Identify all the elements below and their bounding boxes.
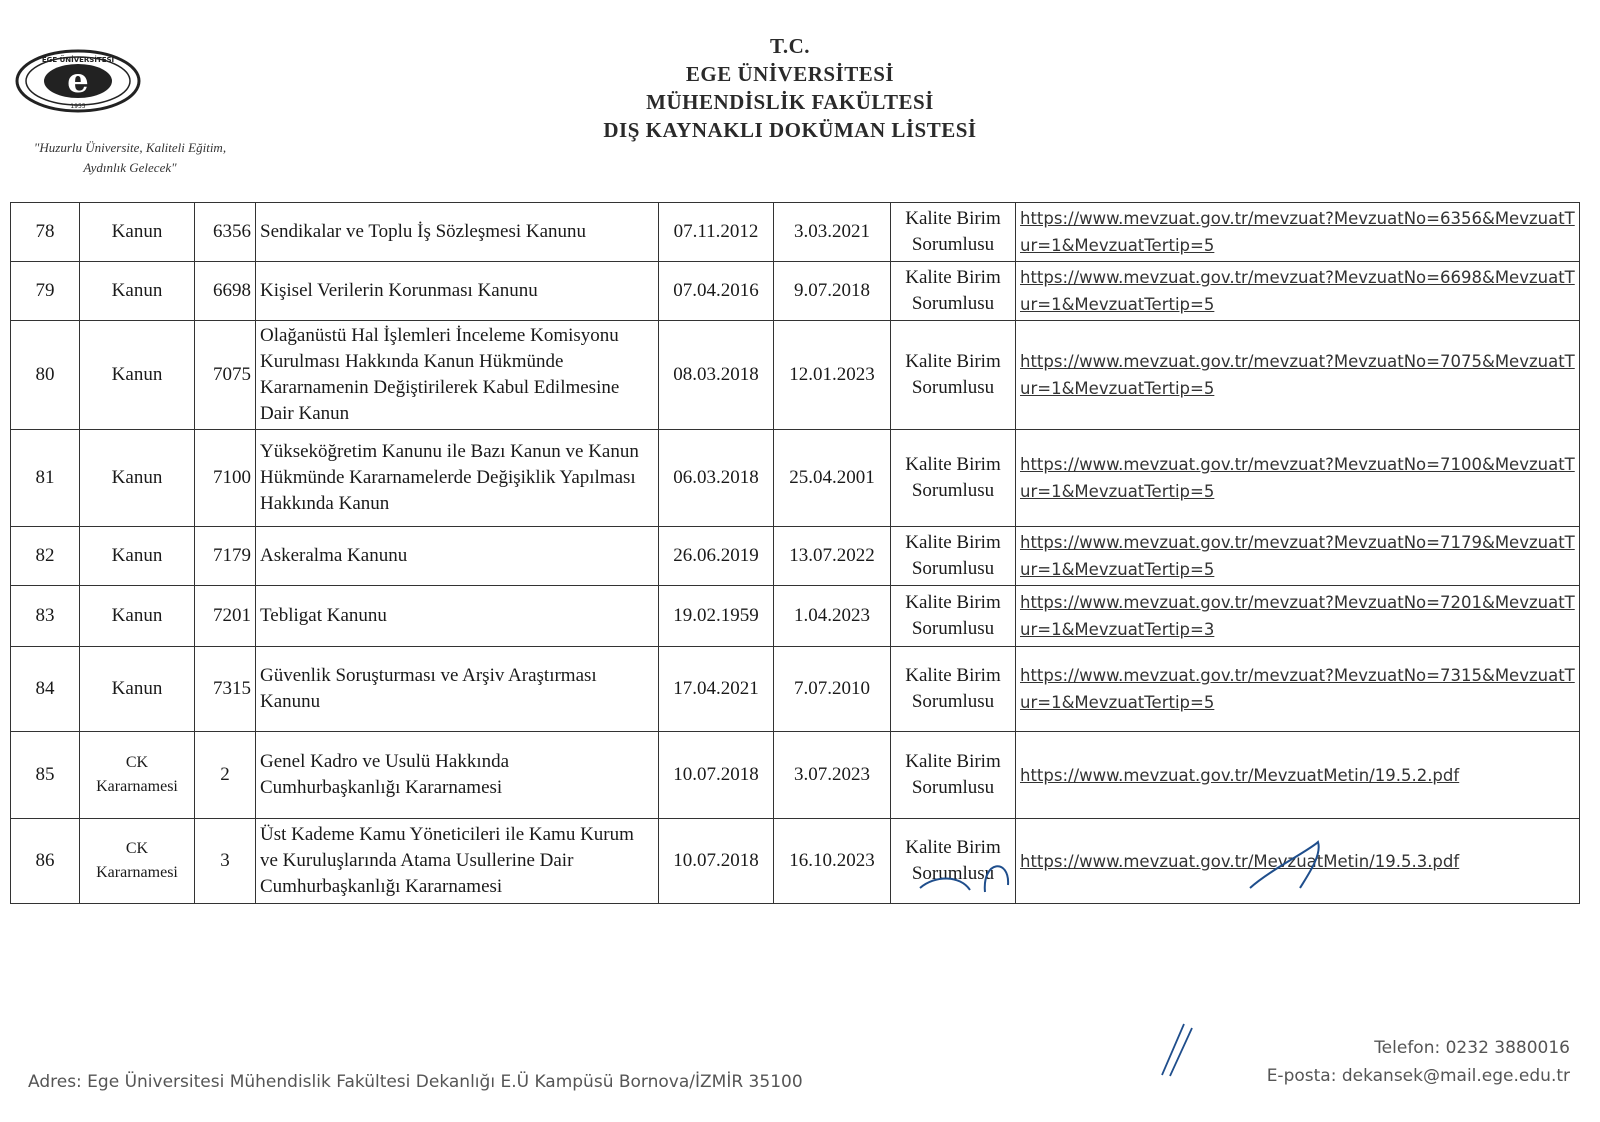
row-title: Yükseköğretim Kanunu ile Bazı Kanun ve Kanun Hükmünde Kararnamelerde Değişiklik Yapılması Hakkında Kanun bbox=[256, 430, 659, 527]
svg-text:e: e bbox=[67, 61, 89, 101]
row-number: 3 bbox=[195, 819, 256, 904]
header-line-4: DIŞ KAYNAKLI DOKÜMAN LİSTESİ bbox=[603, 118, 977, 142]
table-row bbox=[11, 586, 1580, 647]
row-date-1: 07.04.2016 bbox=[659, 262, 774, 321]
row-date-1: 19.02.1959 bbox=[659, 586, 774, 647]
row-number: 7179 bbox=[195, 527, 256, 586]
row-title: Üst Kademe Kamu Yöneticileri ile Kamu Kurum ve Kuruluşlarında Atama Usullerine Dair Cumhurbaşkanlığı Kararnamesi bbox=[256, 819, 659, 904]
row-date-2: 1.04.2023 bbox=[774, 586, 891, 647]
row-number: 2 bbox=[195, 732, 256, 819]
row-date-2: 3.07.2023 bbox=[774, 732, 891, 819]
row-number: 7315 bbox=[195, 647, 256, 732]
row-title: Kişisel Verilerin Korunması Kanunu bbox=[256, 262, 659, 321]
row-responsible: Kalite Birim Sorumlusu bbox=[891, 321, 1016, 430]
row-no: 85 bbox=[11, 732, 80, 819]
header-line-1: T.C. bbox=[769, 34, 811, 58]
row-link[interactable]: https://www.mevzuat.gov.tr/mevzuat?MevzuatNo=7315&MevzuatTur=1&MevzuatTertip=5 bbox=[1016, 647, 1580, 732]
row-link[interactable]: https://www.mevzuat.gov.tr/MevzuatMetin/19.5.2.pdf bbox=[1016, 732, 1580, 819]
row-date-1: 07.11.2012 bbox=[659, 203, 774, 262]
table-row bbox=[11, 262, 1580, 321]
row-date-2: 7.07.2010 bbox=[774, 647, 891, 732]
row-title: Askeralma Kanunu bbox=[256, 527, 659, 586]
table-row bbox=[11, 321, 1580, 430]
row-date-1: 26.06.2019 bbox=[659, 527, 774, 586]
row-no: 84 bbox=[11, 647, 80, 732]
row-title: Sendikalar ve Toplu İş Sözleşmesi Kanunu bbox=[256, 203, 659, 262]
motto-line-1: "Huzurlu Üniversite, Kaliteli Eğitim, bbox=[33, 140, 227, 155]
row-no: 83 bbox=[11, 586, 80, 647]
row-no: 79 bbox=[11, 262, 80, 321]
row-link[interactable]: https://www.mevzuat.gov.tr/mevzuat?MevzuatNo=7100&MevzuatTur=1&MevzuatTertip=5 bbox=[1016, 430, 1580, 527]
row-title: Olağanüstü Hal İşlemleri İnceleme Komisyonu Kurulması Hakkında Kanun Hükmünde Kararnamenin Değiştirilerek Kabul Edilmesine Dair Kanun bbox=[256, 321, 659, 430]
row-number: 6356 bbox=[195, 203, 256, 262]
row-responsible: Kalite Birim Sorumlusu bbox=[891, 262, 1016, 321]
university-logo bbox=[14, 48, 142, 114]
row-number: 7201 bbox=[195, 586, 256, 647]
row-number: 6698 bbox=[195, 262, 256, 321]
row-link[interactable]: https://www.mevzuat.gov.tr/mevzuat?MevzuatNo=6698&MevzuatTur=1&MevzuatTertip=5 bbox=[1016, 262, 1580, 321]
table-row bbox=[11, 527, 1580, 586]
row-type: Kanun bbox=[80, 203, 195, 262]
row-title: Güvenlik Soruşturması ve Arşiv Araştırması Kanunu bbox=[256, 647, 659, 732]
row-date-1: 10.07.2018 bbox=[659, 819, 774, 904]
row-responsible: Kalite Birim Sorumlusu bbox=[891, 732, 1016, 819]
row-date-2: 9.07.2018 bbox=[774, 262, 891, 321]
document-table bbox=[10, 202, 1582, 904]
row-title: Genel Kadro ve Usulü Hakkında Cumhurbaşkanlığı Kararnamesi bbox=[256, 732, 659, 819]
row-number: 7075 bbox=[195, 321, 256, 430]
row-responsible: Kalite Birim Sorumlusu bbox=[891, 647, 1016, 732]
row-type: Kanun bbox=[80, 647, 195, 732]
row-date-2: 12.01.2023 bbox=[774, 321, 891, 430]
row-type: CK Kararnamesi bbox=[80, 732, 195, 819]
signature-scribble bbox=[890, 830, 1350, 910]
row-date-2: 16.10.2023 bbox=[774, 819, 891, 904]
row-type: Kanun bbox=[80, 586, 195, 647]
row-date-1: 10.07.2018 bbox=[659, 732, 774, 819]
header-line-3: MÜHENDİSLİK FAKÜLTESİ bbox=[646, 90, 934, 114]
table-row bbox=[11, 647, 1580, 732]
document-header bbox=[520, 32, 1060, 144]
row-type: Kanun bbox=[80, 262, 195, 321]
row-link[interactable]: https://www.mevzuat.gov.tr/mevzuat?MevzuatNo=7179&MevzuatTur=1&MevzuatTertip=5 bbox=[1016, 527, 1580, 586]
svg-text:1955: 1955 bbox=[70, 103, 86, 110]
row-type: Kanun bbox=[80, 527, 195, 586]
header-line-2: EGE ÜNİVERSİTESİ bbox=[685, 62, 895, 86]
row-no: 86 bbox=[11, 819, 80, 904]
table-row bbox=[11, 203, 1580, 262]
signature-mark bbox=[1160, 1020, 1200, 1080]
row-type: CK Kararnamesi bbox=[80, 819, 195, 904]
row-type: Kanun bbox=[80, 430, 195, 527]
row-date-1: 17.04.2021 bbox=[659, 647, 774, 732]
row-date-1: 06.03.2018 bbox=[659, 430, 774, 527]
svg-text:EGE ÜNİVERSİTESİ: EGE ÜNİVERSİTESİ bbox=[41, 56, 115, 64]
footer-phone: Telefon: 0232 3880016 bbox=[1374, 1038, 1570, 1058]
row-link[interactable]: https://www.mevzuat.gov.tr/mevzuat?MevzuatNo=7075&MevzuatTur=1&MevzuatTertip=5 bbox=[1016, 321, 1580, 430]
row-date-1: 08.03.2018 bbox=[659, 321, 774, 430]
row-type: Kanun bbox=[80, 321, 195, 430]
footer-email[interactable]: E-posta: dekansek@mail.ege.edu.tr bbox=[1266, 1066, 1570, 1086]
table-row bbox=[11, 732, 1580, 819]
row-responsible: Kalite Birim Sorumlusu bbox=[891, 819, 1016, 904]
row-date-2: 13.07.2022 bbox=[774, 527, 891, 586]
row-link[interactable]: https://www.mevzuat.gov.tr/mevzuat?MevzuatNo=7201&MevzuatTur=1&MevzuatTertip=3 bbox=[1016, 586, 1580, 647]
footer-address: Adres: Ege Üniversitesi Mühendislik Fakültesi Dekanlığı E.Ü Kampüsü Bornova/İZMİR 35100 bbox=[28, 1072, 803, 1092]
row-title: Tebligat Kanunu bbox=[256, 586, 659, 647]
row-responsible: Kalite Birim Sorumlusu bbox=[891, 586, 1016, 647]
table-row bbox=[11, 430, 1580, 527]
row-responsible: Kalite Birim Sorumlusu bbox=[891, 430, 1016, 527]
row-no: 80 bbox=[11, 321, 80, 430]
row-link[interactable]: https://www.mevzuat.gov.tr/MevzuatMetin/19.5.3.pdf bbox=[1016, 819, 1580, 904]
motto-line-2: Aydınlık Gelecek" bbox=[83, 160, 177, 175]
row-no: 81 bbox=[11, 430, 80, 527]
row-no: 82 bbox=[11, 527, 80, 586]
row-no: 78 bbox=[11, 203, 80, 262]
row-date-2: 25.04.2001 bbox=[774, 430, 891, 527]
row-link[interactable]: https://www.mevzuat.gov.tr/mevzuat?MevzuatNo=6356&MevzuatTur=1&MevzuatTertip=5 bbox=[1016, 203, 1580, 262]
row-responsible: Kalite Birim Sorumlusu bbox=[891, 527, 1016, 586]
motto bbox=[10, 138, 250, 178]
row-date-2: 3.03.2021 bbox=[774, 203, 891, 262]
footer-contact bbox=[1267, 1034, 1570, 1090]
row-number: 7100 bbox=[195, 430, 256, 527]
row-responsible: Kalite Birim Sorumlusu bbox=[891, 203, 1016, 262]
